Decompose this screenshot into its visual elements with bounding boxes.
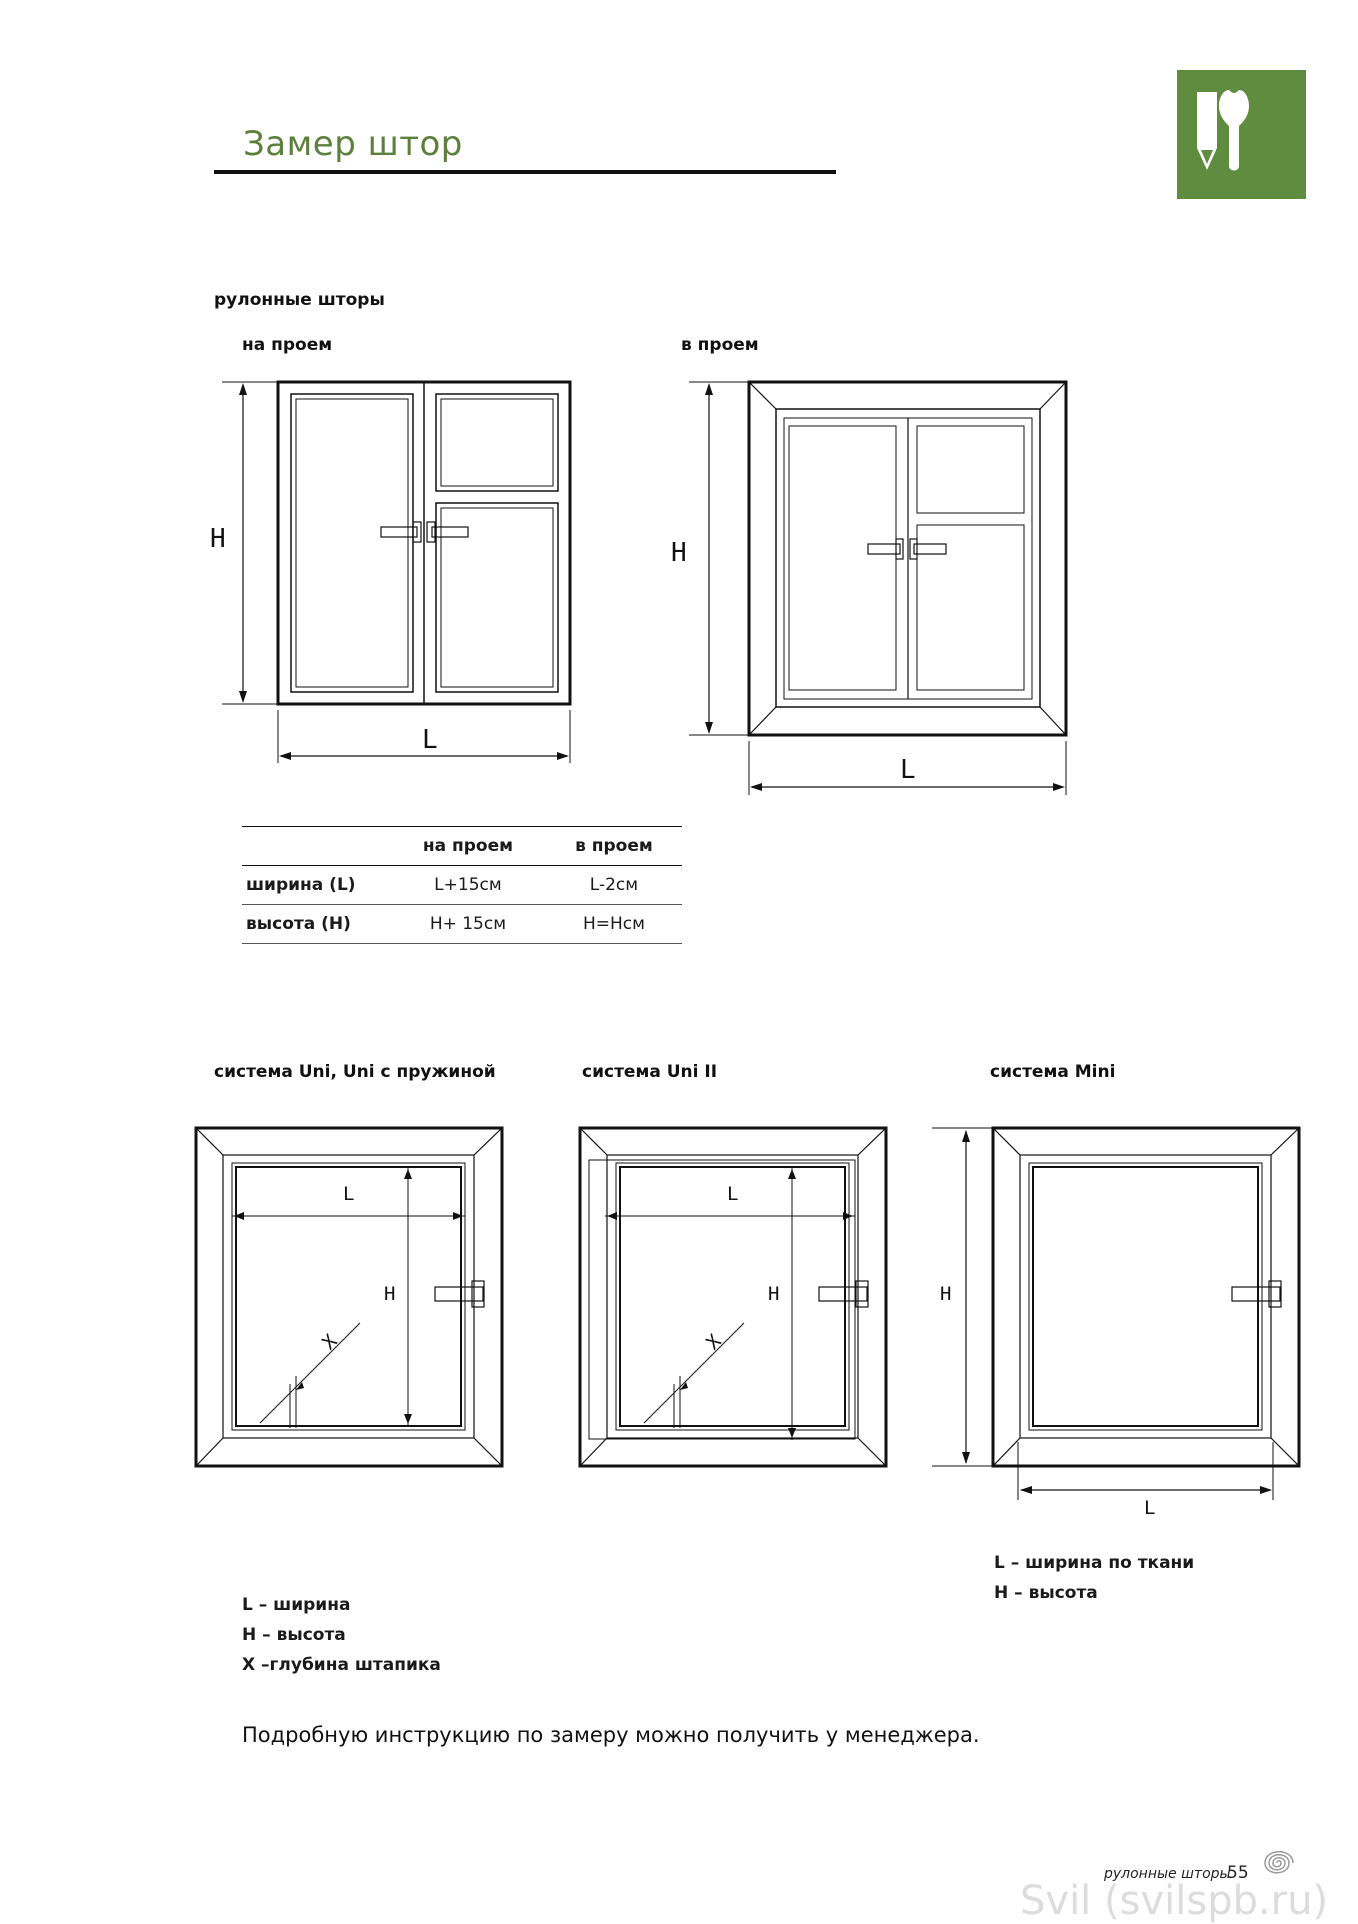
measurement-table bbox=[242, 826, 682, 944]
dim-h-label: H bbox=[671, 538, 687, 568]
table-header-cell: в проем bbox=[575, 836, 653, 856]
dim-x-label: X bbox=[317, 1330, 342, 1355]
dim-h-label: H bbox=[940, 1283, 952, 1305]
cell-value: L+15см bbox=[434, 875, 502, 895]
legend-item: L – ширина по ткани bbox=[994, 1553, 1195, 1573]
page-title: Замер штор bbox=[243, 124, 463, 164]
spiral-icon bbox=[1252, 1838, 1302, 1888]
watermark: Svil (svilspb.ru) bbox=[1020, 1878, 1329, 1924]
legend-item: H – высота bbox=[242, 1625, 346, 1645]
legend-item: H – высота bbox=[994, 1583, 1098, 1603]
window-diagram-uni bbox=[190, 1120, 510, 1480]
page-number: 55 bbox=[1227, 1863, 1249, 1883]
pencil-and-screwdriver-icon bbox=[1177, 70, 1306, 199]
uni-caption: система Uni, Uni с пружиной bbox=[214, 1062, 496, 1082]
legend-right bbox=[994, 1548, 1194, 1608]
right-caption: в проем bbox=[681, 335, 759, 355]
table-row bbox=[242, 905, 682, 944]
footer-section-name: рулонные шторы bbox=[1104, 1866, 1231, 1882]
dim-l-label: L bbox=[1144, 1497, 1156, 1519]
legend-item: L – ширина bbox=[242, 1595, 351, 1615]
table-header-cell bbox=[242, 827, 390, 866]
table-header-row bbox=[242, 827, 682, 866]
legend-item: X –глубина штапика bbox=[242, 1655, 441, 1675]
dim-l-label: L bbox=[422, 725, 438, 755]
dim-h-label: H bbox=[210, 524, 226, 554]
section-heading: рулонные шторы bbox=[214, 290, 385, 310]
cell-value: H=Hсм bbox=[582, 914, 645, 934]
row-label: высота (H) bbox=[246, 914, 351, 934]
mini-caption: система Mini bbox=[990, 1062, 1116, 1082]
legend-left bbox=[242, 1590, 441, 1680]
dim-l-label: L bbox=[727, 1183, 739, 1205]
dim-l-label: L bbox=[343, 1183, 355, 1205]
dim-h-label: H bbox=[384, 1283, 396, 1305]
window-diagram-v-proem bbox=[665, 375, 1075, 800]
dim-x-label: X bbox=[701, 1330, 726, 1355]
uni2-caption: система Uni II bbox=[582, 1062, 718, 1082]
cell-value: L-2см bbox=[589, 875, 639, 895]
dim-h-label: H bbox=[768, 1283, 780, 1305]
window-diagram-uni2 bbox=[575, 1120, 895, 1480]
window-diagram-na-proem bbox=[210, 375, 590, 775]
left-caption: на проем bbox=[242, 335, 333, 355]
cell-value: H+ 15см bbox=[429, 914, 507, 934]
dim-l-label: L bbox=[900, 755, 916, 785]
table-row bbox=[242, 866, 682, 905]
section-logo bbox=[1177, 70, 1306, 199]
instruction-note: Подробную инструкцию по замеру можно получить у менеджера. bbox=[242, 1723, 980, 1747]
title-underline bbox=[214, 170, 836, 174]
window-diagram-mini bbox=[930, 1120, 1310, 1520]
table-header-cell: на проем bbox=[422, 836, 514, 856]
row-label: ширина (L) bbox=[246, 875, 356, 895]
